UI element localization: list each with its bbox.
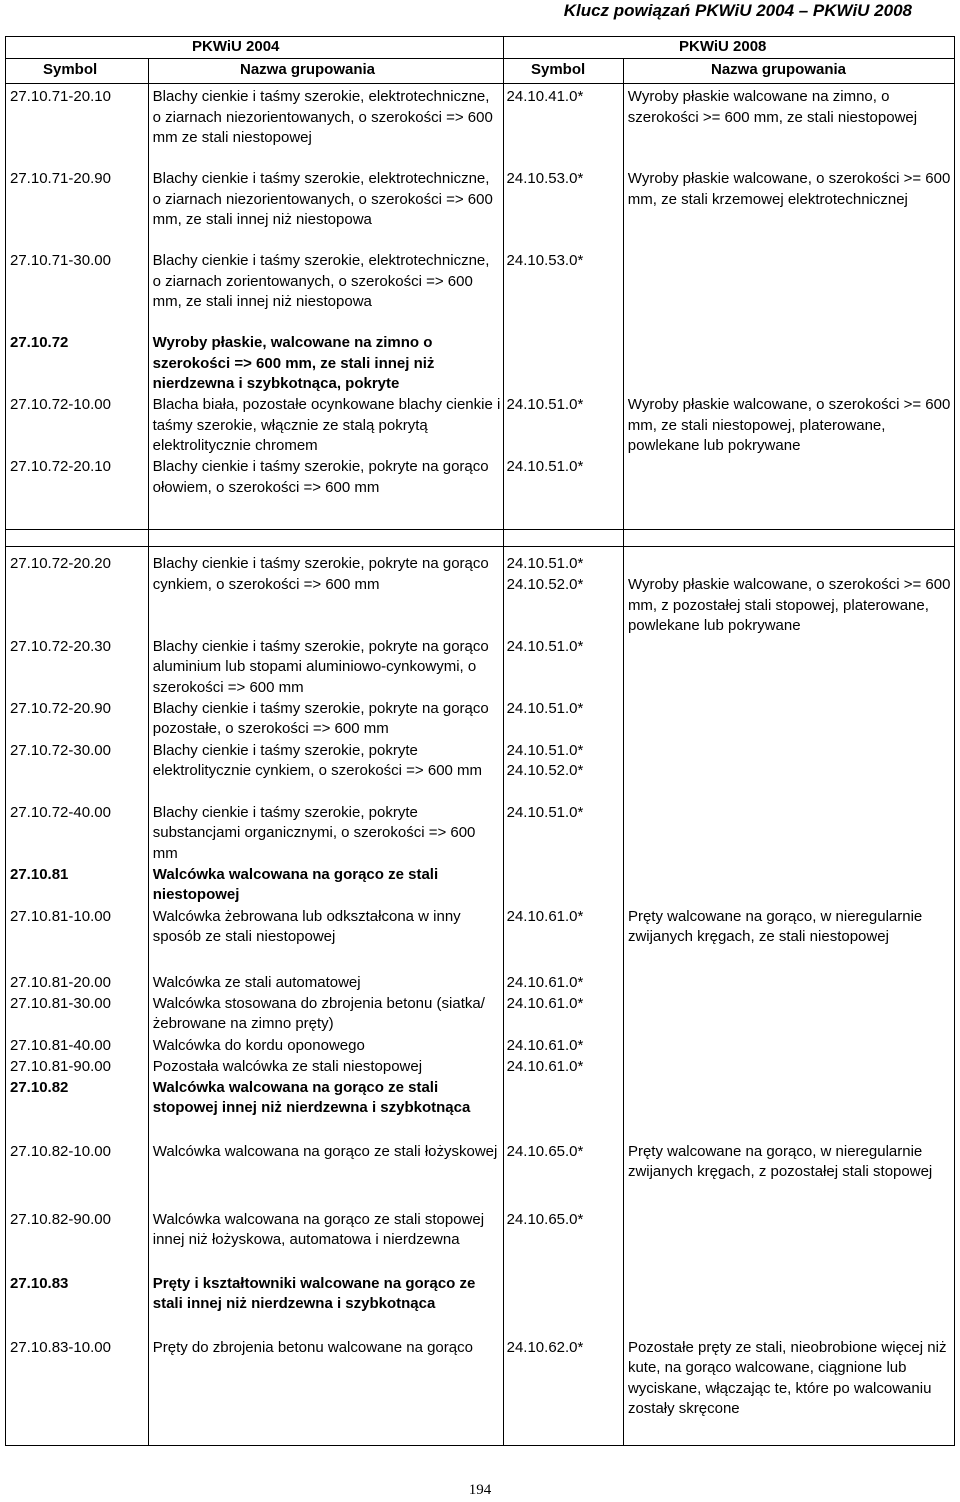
mapping-table-section-1 (6, 87, 954, 499)
table-row (6, 699, 954, 741)
table-row (6, 1274, 954, 1338)
name-2004: Blacha biała, pozostałe ocynkowane blachy cienkie i taśmy szerokie, włącznie ze stalą pokrytą elektrolitycznie chromem (152, 396, 501, 454)
symbol-2008 (501, 1078, 624, 1142)
symbol-2004: 27.10.71-20.90 (10, 170, 111, 187)
table-row (6, 1036, 954, 1057)
name-2004: Walcówka walcowana na gorąco ze stali niestopowej (152, 865, 439, 903)
name-2004: Blachy cienkie i taśmy szerokie, pokryte na gorąco ołowiem, o szerokości => 600 mm (152, 458, 489, 496)
name-2008 (624, 699, 954, 741)
name-2008 (624, 333, 954, 395)
name-2008 (624, 637, 954, 699)
name-2004: Blachy cienkie i taśmy szerokie, pokryte elektrolitycznie cynkiem, o szerokości => 600 mm (152, 741, 483, 779)
table-row (6, 865, 954, 907)
table-row (6, 637, 954, 699)
name-2004: Walcówka walcowana na gorąco ze stali stopowej innej niż nierdzewna i szybkotnąca (152, 1078, 471, 1116)
column-header-symbol-right: Symbol (531, 61, 586, 78)
symbol-2004: 27.10.72-40.00 (10, 803, 111, 821)
name-2004: Blachy cienkie i taśmy szerokie, pokryte na gorąco aluminium lub stopami aluminiowo-cynkowymi, o szerokości => 600 mm (152, 637, 489, 696)
name-2004: Walcówka walcowana na gorąco ze stali stopowej innej niż łożyskowa, automatowa i nierdzewna (152, 1210, 485, 1248)
name-2004: Pozostała walcówka ze stali niestopowej (152, 1057, 423, 1075)
symbol-2008: 24.10.51.0* 24.10.52.0* (506, 741, 584, 779)
symbol-2004: 27.10.72 (10, 334, 69, 351)
name-2008 (624, 803, 954, 865)
symbol-2004: 27.10.81-40.00 (10, 1036, 111, 1054)
symbol-2008: 24.10.51.0* (506, 699, 584, 717)
name-2008: Wyroby płaskie walcowane na zimno, o szerokości >= 600 mm, ze stali niestopowej (627, 88, 918, 126)
symbol-2004: 27.10.81-20.00 (10, 973, 111, 991)
name-2008 (624, 1210, 954, 1274)
symbol-2008: 24.10.51.0* (506, 396, 584, 413)
symbol-2008: 24.10.51.0* (506, 637, 584, 655)
symbol-2004: 27.10.72-20.90 (10, 699, 111, 717)
symbol-2004: 27.10.72-30.00 (10, 741, 111, 759)
symbol-2004: 27.10.83 (10, 1274, 69, 1292)
symbol-2008: 24.10.61.0* (506, 1057, 584, 1075)
table-row (6, 907, 954, 973)
symbol-2004: 27.10.81 (10, 865, 69, 883)
symbol-2008 (501, 1274, 624, 1338)
name-2008 (624, 1274, 954, 1338)
name-2004: Pręty i kształtowniki walcowane na gorąco ze stali innej niż nierdzewna i szybkotnąca (152, 1274, 476, 1312)
table-row (6, 251, 954, 333)
symbol-2004: 27.10.71-30.00 (10, 252, 111, 269)
table-row (6, 1338, 954, 1420)
table-row (6, 1078, 954, 1142)
table-row (6, 169, 954, 251)
symbol-2008: 24.10.61.0* (506, 907, 584, 925)
symbol-2008: 24.10.65.0* (506, 1142, 584, 1160)
name-2008 (624, 741, 954, 803)
symbol-2008: 24.10.65.0* (506, 1210, 584, 1228)
symbol-2004: 27.10.82-10.00 (10, 1142, 111, 1160)
name-2004: Blachy cienkie i taśmy szerokie, pokryte na gorąco cynkiem, o szerokości => 600 mm (152, 555, 489, 593)
name-2008 (624, 457, 954, 499)
symbol-2008: 24.10.51.0* (506, 458, 584, 475)
symbol-2004: 27.10.83-10.00 (10, 1338, 111, 1356)
symbol-2008: 24.10.51.0* (506, 803, 584, 821)
symbol-2008: 24.10.51.0* 24.10.52.0* (506, 555, 584, 593)
symbol-2008 (501, 865, 624, 907)
column-header-symbol-left: Symbol (43, 61, 98, 78)
name-2008: Wyroby płaskie walcowane, o szerokości >= 600 mm, ze stali krzemowej elektrotechnicznej (627, 170, 951, 208)
name-2004: Walcówka stosowana do zbrojenia betonu (siatka/żebrowane na zimno pręty) (152, 994, 485, 1032)
name-2008 (624, 994, 954, 1036)
symbol-2008 (501, 333, 624, 395)
symbol-2004: 27.10.72-20.20 (10, 555, 111, 572)
symbol-2004: 27.10.81-30.00 (10, 994, 111, 1012)
name-2008 (624, 865, 954, 907)
name-2004: Pręty do zbrojenia betonu walcowane na gorąco (152, 1338, 473, 1356)
mapping-table-section-2 (6, 554, 954, 1420)
table-row (6, 457, 954, 499)
name-2004: Blachy cienkie i taśmy szerokie, pokryte substancjami organicznymi, o szerokości => 600 mm (152, 803, 476, 862)
symbol-2004: 27.10.72-20.10 (10, 458, 111, 475)
table-row (6, 395, 954, 457)
table-row (6, 1057, 954, 1078)
page-number: 194 (468, 1482, 492, 1498)
column-header-name-left: Nazwa grupowania (240, 61, 376, 78)
table-row (6, 1142, 954, 1210)
name-2004: Walcówka walcowana na gorąco ze stali łożyskowej (152, 1142, 498, 1160)
name-2004: Walcówka ze stali automatowej (152, 973, 361, 991)
table-row (6, 333, 954, 395)
symbol-2004: 27.10.81-90.00 (10, 1057, 111, 1075)
name-2008: Wyroby płaskie walcowane, o szerokości >= 600 mm, z pozostałej stali stopowej, platerowane, powlekane lub pokrywane (627, 576, 951, 634)
symbol-2008: 24.10.41.0* (506, 88, 584, 105)
symbol-2008: 24.10.61.0* (506, 1036, 584, 1054)
symbol-2008: 24.10.62.0* (506, 1338, 584, 1356)
name-2008 (624, 1078, 954, 1142)
table-frame (5, 36, 955, 1446)
name-2004: Blachy cienkie i taśmy szerokie, pokryte na gorąco pozostałe, o szerokości => 600 mm (152, 699, 489, 737)
table-row (6, 1210, 954, 1274)
name-2008 (624, 1036, 954, 1057)
name-2008: Pozostałe pręty ze stali, nieobrobione więcej niż kute, na gorąco walcowane, ciągnione lub wyciskane, włączając te, które po walcowaniu zostały skręcone (627, 1338, 947, 1417)
table-row (6, 554, 954, 637)
symbol-2004: 27.10.72-20.30 (10, 637, 111, 655)
symbol-2004: 27.10.71-20.10 (10, 88, 111, 105)
group-header-right: PKWiU 2008 (679, 38, 767, 55)
symbol-2004: 27.10.81-10.00 (10, 907, 111, 925)
document-header-title: Klucz powiązań PKWiU 2004 – PKWiU 2008 (563, 1, 912, 20)
name-2008: Pręty walcowane na gorąco, w nieregularnie zwijanych kręgach, z pozostałej stali stopowej (627, 1142, 933, 1180)
table-row (6, 87, 954, 169)
name-2004: Walcówka żebrowana lub odkształcona w inny sposób ze stali niestopowej (152, 907, 461, 945)
name-2008: Pręty walcowane na gorąco, w nieregularnie zwijanych kręgach, ze stali niestopowej (627, 907, 923, 945)
symbol-2004: 27.10.72-10.00 (10, 396, 111, 413)
table-row (6, 973, 954, 994)
column-header-name-right: Nazwa grupowania (711, 61, 847, 78)
table-row (6, 741, 954, 803)
name-2004: Blachy cienkie i taśmy szerokie, elektrotechniczne, o ziarnach zorientowanych, o szerokości => 600 mm, ze stali innej niż niestopowa (152, 252, 490, 310)
table-group-header (6, 38, 954, 58)
name-2008 (624, 251, 954, 333)
name-2008 (624, 1057, 954, 1078)
name-2004: Walcówka do kordu oponowego (152, 1036, 365, 1054)
table-row (6, 994, 954, 1036)
symbol-2004: 27.10.82 (10, 1078, 69, 1096)
name-2008: Wyroby płaskie walcowane, o szerokości >= 600 mm, ze stali niestopowej, platerowane, powlekane lub pokrywane (627, 396, 951, 454)
symbol-2008: 24.10.53.0* (506, 252, 584, 269)
symbol-2008: 24.10.61.0* (506, 994, 584, 1012)
name-2004: Blachy cienkie i taśmy szerokie, elektrotechniczne, o ziarnach niezorientowanych, o szerokości => 600 mm, ze stali innej niż niestopowa (152, 170, 493, 228)
name-2004: Blachy cienkie i taśmy szerokie, elektrotechniczne, o ziarnach niezorientowanych, o szerokości => 600 mm ze stali niestopowej (152, 88, 493, 146)
name-2004: Wyroby płaskie, walcowane na zimno o szerokości => 600 mm, ze stali innej niż nierdzewna i szybkotnąca, pokryte (152, 334, 435, 392)
name-2008 (624, 973, 954, 994)
symbol-2008: 24.10.53.0* (506, 170, 584, 187)
symbol-2008: 24.10.61.0* (506, 973, 584, 991)
group-header-left: PKWiU 2004 (192, 38, 280, 55)
symbol-2004: 27.10.82-90.00 (10, 1210, 111, 1228)
table-row (6, 803, 954, 865)
